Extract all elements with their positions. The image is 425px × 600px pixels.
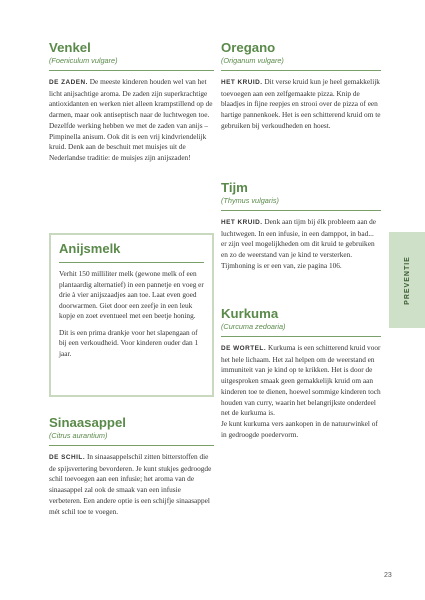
oregano-title: Oregano: [221, 40, 276, 55]
section-venkel: [49, 40, 214, 164]
anijsmelk-paragraph-2: Dit is een prima drankje voor het slapengaan of bij een verkoudheid. Voor kinderen ouder dan 1 jaar.: [59, 327, 199, 358]
kurkuma-text: [221, 343, 381, 419]
kurkuma-latin-name: (Curcuma zedoaria): [221, 322, 381, 337]
oregano-text: [221, 77, 381, 132]
kurkuma-title: Kurkuma: [221, 306, 279, 321]
section-sinaasappel: [49, 415, 214, 517]
kurkuma-text-2: Je kunt kurkuma vers aankopen in de natuurwinkel of in gedroogde poedervorm.: [221, 418, 378, 439]
anijsmelk-paragraph-1: Verhit 150 milliliter melk (gewone melk of een plantaardig alternatief) in een pannetje en voeg er drie à vier anijszaadjes aan toe. Laat even goed doorwarmen. Giet door een zeefje in een leuk kopje en zoet eventueel met een beetje honing.: [59, 269, 204, 320]
venkel-body: De meeste kinderen houden wel van het licht anijsachtige aroma. De zaden zijn superkrachtige antioxidanten en werken niet alleen krampstillend op de darmen, maar ook antiseptisch naar de luchtwegen toe.: [49, 77, 213, 120]
venkel-text: [49, 77, 214, 121]
anijsmelk-title: Anijsmelk: [59, 241, 204, 263]
section-tab-label: PREVENTIE: [403, 255, 411, 305]
sinaasappel-body: In sinaasappelschil zitten bitterstoffen die de spijsvertering bevorderen. Je kunt stukjes gedroogde schil toevoegen aan een infusie; het aroma van de sinaasappel zal ook de smaak van een infusie verbeteren. Een andere optie is een schijfje sinaasappel mét schil toe te voegen.: [49, 452, 212, 516]
kurkuma-body: Kurkuma is een schitterend kruid voor het hele lichaam. Het zal helpen om de weerstand en immuniteit van je kind op te krikken. Het is door de uitgesproken smaak geen gemakkelijk kruid om aan kinderen toe te dienen, hoewel sommige kinderen toch houden van curry, waarin het belangrijkste onderdeel net de kurkuma is.: [221, 343, 381, 418]
section-oregano: [221, 40, 381, 132]
venkel-title: Venkel: [49, 40, 91, 55]
sinaasappel-latin-name: (Citrus aurantium): [49, 431, 214, 446]
recipe-box-anijsmelk: [49, 233, 214, 397]
kurkuma-lead: DE WORTEL.: [221, 345, 267, 352]
venkel-text-2: Dezelfde werking hebben we met de zaden van anijs – Pimpinella anisum. Ook dit is een vrij kindvriendelijk kruid. Denk aan de beschuit met muisjes uit de Nederlandse traditie: de muisjes zijn anijszaden!: [49, 120, 209, 162]
oregano-latin-name: (Origanum vulgare): [221, 56, 381, 71]
sinaasappel-text: [49, 452, 214, 517]
section-tab-preventie: [389, 232, 425, 328]
venkel-lead: DE ZADEN.: [49, 79, 88, 86]
tijm-text: [221, 217, 381, 272]
left-column: [49, 40, 214, 164]
tijm-body: Denk aan tijm bij élk probleem aan de luchtwegen. In een infusie, in een damppot, in bad... er zijn veel mogelijkheden om dit kruid te gebruiken en zo de weerstand van je kind te versterken. Tijmhoning is er een van, zie pagina 106.: [221, 217, 377, 270]
page-number: 23: [384, 572, 392, 579]
sinaasappel-lead: DE SCHIL.: [49, 454, 86, 461]
tijm-lead: HET KRUID.: [221, 219, 263, 226]
tijm-title: Tijm: [221, 180, 248, 195]
oregano-body: Dit verse kruid kun je heel gemakkelijk toevoegen aan een zelfgemaakte pizza. Knip de blaadjes in fijne reepjes en strooi over de pizza of een hartige pannenkoek. Het is een schitterend kruid om te gebruiken bij verkoudheden en hoest.: [221, 77, 381, 130]
sinaasappel-title: Sinaasappel: [49, 415, 126, 430]
section-tijm: [221, 180, 381, 272]
oregano-lead: HET KRUID.: [221, 79, 263, 86]
tijm-latin-name: (Thymus vulgaris): [221, 196, 381, 211]
venkel-latin-name: (Foeniculum vulgare): [49, 56, 214, 71]
section-kurkuma: [221, 306, 381, 440]
